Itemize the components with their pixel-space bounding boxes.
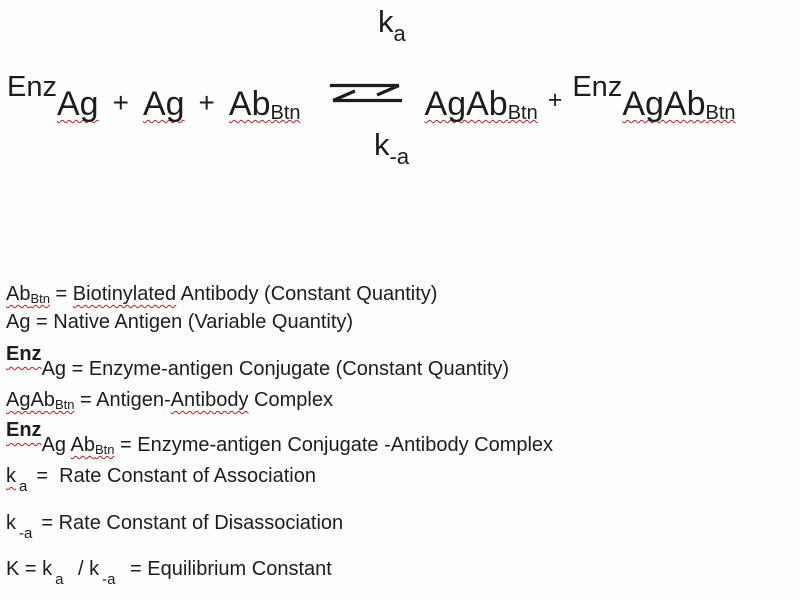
definition-text: Ag = Native Antigen (Variable Quantity) (6, 311, 354, 333)
definition-text: Ag = Enzyme-antigen Conjugate (Constant Quantity) (41, 358, 510, 380)
symbol-base: Ab (70, 434, 95, 456)
definition-text: = Rate Constant of Association (36, 465, 316, 487)
term-ab-btn (229, 85, 301, 123)
symbol-ab-btn (6, 283, 50, 305)
equilibrium-arrows-icon (327, 74, 405, 112)
enz-superscript: Enz (6, 343, 42, 365)
symbol-base: AgAb (6, 389, 55, 411)
plus-sign: + (112, 87, 129, 118)
btn-subscript: Btn (270, 102, 301, 124)
k-base: k (6, 465, 16, 487)
btn-subscript: Btn (94, 442, 115, 457)
term-ag: Ag (142, 85, 185, 123)
term-enz-agab-btn (572, 71, 736, 124)
ag-text: Ag (41, 434, 71, 456)
definition-text: Antibody (Constant Quantity) (176, 283, 438, 305)
enz-agab-base (622, 85, 735, 123)
k-base: k (89, 558, 100, 580)
equilibrium-equation (7, 73, 736, 123)
term-agab-btn (425, 85, 538, 123)
btn-subscript: Btn (30, 291, 50, 306)
equals-text: = Antigen- (74, 389, 171, 411)
legend-line-agab-btn (6, 389, 333, 413)
legend-line-ka (6, 465, 316, 495)
enz-superscript: Enz (6, 419, 42, 441)
plus-sign: + (547, 86, 563, 114)
plus-sign: + (198, 87, 215, 118)
a-subscript: a (55, 571, 64, 588)
symbol-base: Ab (6, 283, 31, 305)
legend-line-equilibrium-constant (6, 558, 332, 588)
rate-constant-ka (378, 6, 406, 45)
btn-subscript: Btn (507, 102, 538, 124)
agab-base: AgAb (622, 85, 706, 123)
term-enz-ag (7, 71, 99, 123)
k-minus-a-base: k (374, 127, 390, 162)
rate-constant-k-minus-a (374, 129, 409, 168)
a-subscript: a (19, 478, 28, 495)
k-minus-a-subscript: -a (389, 144, 410, 169)
legend-line-ab-btn (6, 283, 437, 307)
k-base: k (42, 558, 53, 580)
definition-text: = Equilibrium Constant (124, 558, 332, 580)
enz-ag-base: Ag (56, 85, 99, 123)
btn-subscript: Btn (705, 102, 736, 124)
K-equals-text: K = (6, 558, 43, 580)
legend-line-ag (6, 311, 353, 334)
ab-base: Ab (228, 85, 271, 123)
equals-text: = (49, 283, 73, 305)
definition-text: Complex (248, 389, 333, 411)
agab-base: AgAb (424, 85, 508, 123)
minus-a-subscript: -a (102, 571, 116, 588)
legend-line-enz-ag (6, 341, 509, 381)
symbol-agab-btn (6, 389, 74, 411)
minus-a-subscript: -a (19, 525, 33, 542)
legend-line-k-minus-a (6, 512, 344, 542)
symbol-ab-btn (70, 434, 114, 456)
enz-superscript: Enz (572, 71, 623, 103)
enz-superscript: Enz (7, 71, 57, 103)
flagged-word: Antibody (170, 389, 249, 411)
k-base: k (6, 512, 16, 534)
definition-text: = Enzyme-antigen Conjugate -Antibody Complex (114, 434, 554, 456)
definition-text: = Rate Constant of Disassociation (41, 512, 344, 534)
legend-line-enz-ag-ab-btn (6, 417, 553, 458)
flagged-word: Biotinylated (72, 283, 177, 305)
slash-text: / (72, 558, 90, 580)
btn-subscript: Btn (54, 397, 75, 412)
ka-subscript: a (393, 21, 406, 46)
ka-base: k (378, 4, 394, 39)
